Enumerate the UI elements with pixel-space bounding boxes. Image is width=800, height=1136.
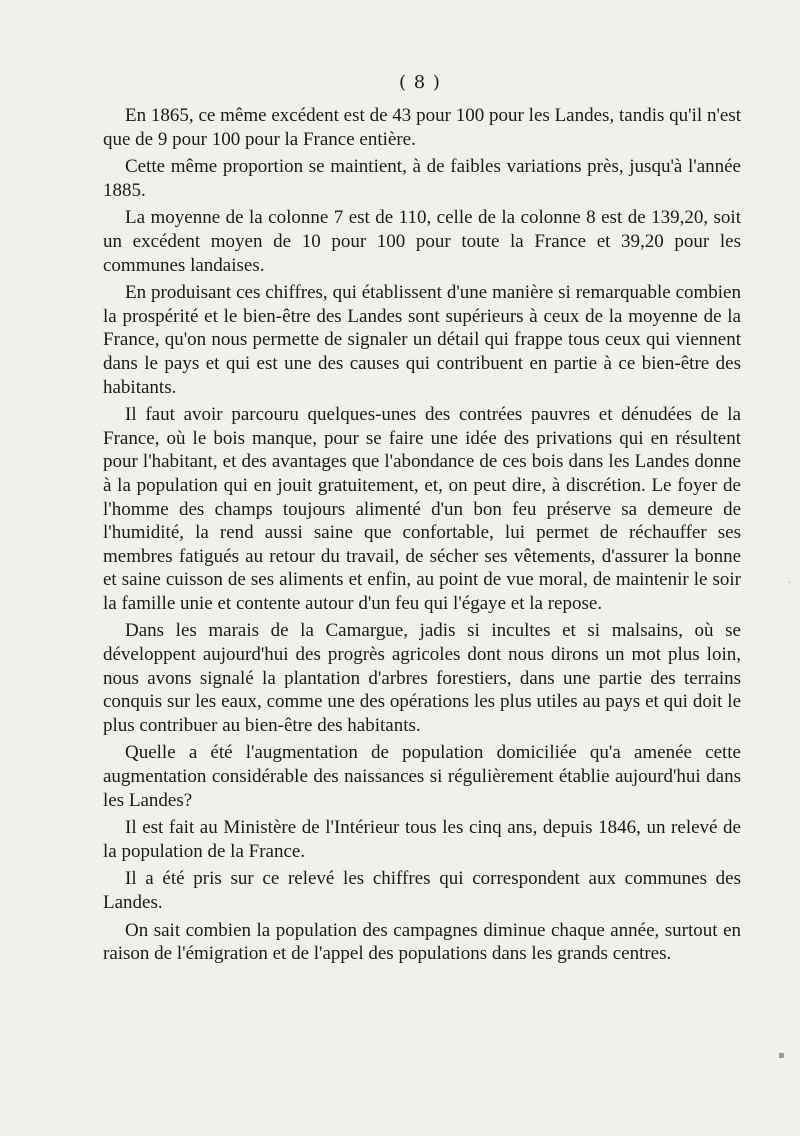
page-number: ( 8 ) [399, 72, 441, 93]
paragraph-7: Quelle a été l'augmentation de population domiciliée qu'a amenée cette augmentation considérable des naissances si régulièrement établie aujourd'hui dans les Landes? [103, 742, 741, 811]
paragraph-5: Il faut avoir parcouru quelques-unes des contrées pauvres et dénudées de la France, où le bois manque, pour se faire une idée des privations qui en résultent pour l'habitant, et des avantages que l'abondance de ces bois dans les Landes donne à la population qui en jouit gratuitement, et, on peut dire, à discrétion. Le foyer de l'homme des champs toujours alimenté d'un bon feu préserve sa demeure de l'humidité, la rend aussi saine que confortable, lui permet de réchauffer ses membres fatigués au retour du travail, de sécher ses vêtements, d'assurer la bonne et saine cuisson de ses aliments et enfin, au point de vue moral, de maintenir le soir la famille unie et contente autour d'un feu qui l'égaye et la repose. [103, 404, 741, 614]
scan-speck-mark: ▪ [778, 1050, 785, 1061]
paragraph-4: En produisant ces chiffres, qui établissent d'une manière si remarquable combien la prospérité et le bien-être des Landes sont supérieurs à ceux de la moyenne de la France, qu'on nous permette de signaler un détail qui frappe tous ceux qui viennent dans le pays et qui est une des causes qui contribuent en partie à ce bien-être des habitants. [103, 282, 741, 398]
scan-edge-mark: · [788, 578, 792, 589]
paragraph-8: Il est fait au Ministère de l'Intérieur tous les cinq ans, depuis 1846, un relevé de la population de la France. [103, 817, 741, 862]
paragraph-10: On sait combien la population des campagnes diminue chaque année, surtout en raison de l'émigration et de l'appel des populations dans les grands centres. [103, 919, 741, 965]
paragraph-9: Il a été pris sur ce relevé les chiffres qui correspondent aux communes des Landes. [103, 868, 741, 913]
body-text [103, 104, 741, 970]
paragraph-3: La moyenne de la colonne 7 est de 110, celle de la colonne 8 est de 139,20, soit un excédent moyen de 10 pour 100 pour toute la France et 39,20 pour les communes landaises. [103, 207, 741, 276]
paragraph-2: Cette même proportion se maintient, à de faibles variations près, jusqu'à l'année 1885. [103, 156, 741, 201]
paragraph-1: En 1865, ce même excédent est de 43 pour 100 pour les Landes, tandis qu'il n'est que de 9 pour 100 pour la France entière. [103, 105, 741, 150]
paragraph-6: Dans les marais de la Camargue, jadis si incultes et si malsains, où se développent aujourd'hui des progrès agricoles dont nous dirons un mot plus loin, nous avons signalé la plantation d'arbres forestiers, dans une partie des terrains conquis sur les eaux, comme une des opérations les plus utiles au pays et qui doit le plus contribuer au bien-être des habitants. [103, 620, 741, 736]
